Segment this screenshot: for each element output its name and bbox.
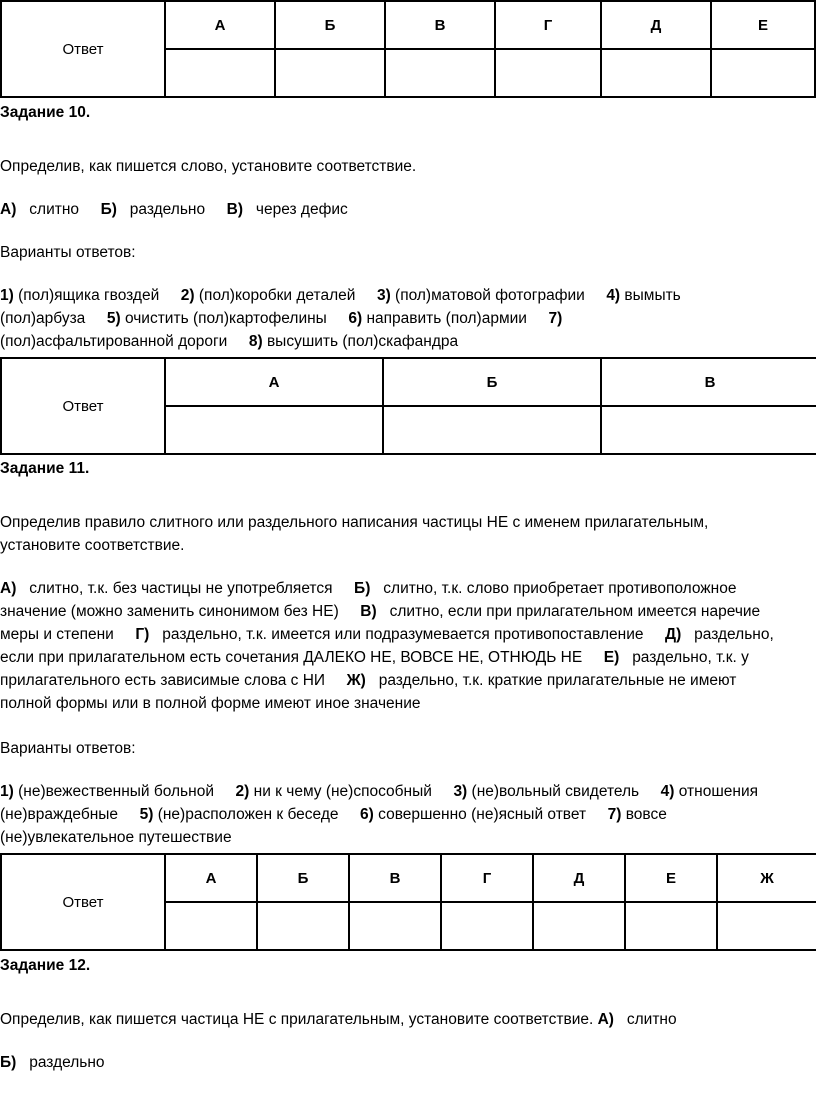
answer-input-cell[interactable] [711,49,815,97]
option-text: через дефис [255,201,348,218]
option-key: В) [226,201,243,218]
option-text: раздельно [129,201,206,218]
task-11-rule-line [0,669,736,692]
variant-text: (пол)арбуза [0,310,86,327]
variant-text: направить (пол)армии [362,310,527,327]
table-header-cell: В [601,358,816,406]
answer-input-cell[interactable] [533,902,625,950]
option-key: А) [0,201,17,218]
rule-text: прилагательного есть зависимые слова с НИ [0,672,326,689]
task-10-options [0,198,348,221]
table-header-cell: Б [383,358,601,406]
task-11-rule-line [0,577,736,600]
task-10-variants-line [0,284,681,307]
task-12-instruction-line [0,1008,677,1031]
table-header-cell: Ж [717,854,816,902]
variant-number: 4) [606,287,621,304]
variant-number: 2) [235,783,250,800]
answer-input-cell[interactable] [165,902,257,950]
answer-input-cell[interactable] [717,902,816,950]
rule-text: значение (можно заменить синонимом без НЕ) [0,603,339,620]
table-header-cell: Г [495,1,601,49]
rule-key: А) [0,580,17,597]
variant-number: 6) [348,310,363,327]
rule-text: если при прилагательном есть сочетания ДАЛЕКО НЕ, ВОВСЕ НЕ, ОТНЮДЬ НЕ [0,649,583,666]
option-key: А) [597,1011,614,1028]
rule-text: слитно, если при прилагательном имеется наречие [389,603,761,620]
rule-text: слитно, т.к. без частицы не употребляется [29,580,333,597]
answer-input-cell[interactable] [257,902,349,950]
task-10-variants-line [0,330,458,353]
table-header-cell: Д [601,1,711,49]
task-11-variants-line [0,803,667,826]
answer-input-cell[interactable] [165,49,275,97]
variant-text: (не)расположен к беседе [153,806,339,823]
task-11-rule-line [0,692,420,715]
rule-key: Ж) [346,672,366,689]
variant-text: вымыть [620,287,681,304]
answer-label: Ответ [1,358,165,454]
variant-text: отношения [674,783,759,800]
variant-text: вовсе [621,806,667,823]
variant-number: 1) [0,783,14,800]
variant-number: 1) [0,287,14,304]
rule-key: Б) [354,580,371,597]
answer-table-3 [0,853,816,951]
task-11-variants-label: Варианты ответов: [0,740,136,757]
table-header-cell: Е [711,1,815,49]
answer-table-2 [0,357,816,455]
variant-text: (пол)матовой фотографии [390,287,585,304]
option-text: раздельно [29,1054,105,1071]
variant-text: (пол)ящика гвоздей [13,287,160,304]
answer-input-cell[interactable] [385,49,495,97]
table-header-cell: Б [257,854,349,902]
rule-text: раздельно, т.к. имеется или подразумевается противопоставление [162,626,644,643]
rule-text: раздельно, т.к. у [632,649,749,666]
answer-input-cell[interactable] [495,49,601,97]
rule-key: В) [360,603,377,620]
table-header-cell: А [165,854,257,902]
variant-text: (не)враждебные [0,806,119,823]
task-11-rule-line [0,623,774,646]
table-header-cell: Б [275,1,385,49]
variant-text: совершенно (не)ясный ответ [373,806,587,823]
option-text: слитно [29,201,80,218]
variant-text: (пол)коробки деталей [194,287,356,304]
variant-number: 3) [453,783,468,800]
option-key: Б) [0,1054,17,1071]
answer-input-cell[interactable] [383,406,601,454]
task-12-instruction: Определив, как пишется частица НЕ с прилагательным, установите соответствие. [0,1011,594,1028]
variant-text: высушить (пол)скафандра [262,333,459,350]
variant-number: 7) [548,310,563,327]
table-header-cell: В [349,854,441,902]
rule-text: раздельно, [694,626,774,643]
answer-label: Ответ [1,1,165,97]
answer-input-cell[interactable] [601,49,711,97]
table-header-cell: Е [625,854,717,902]
task-11-instruction: Определив правило слитного или раздельного написания частицы НЕ с именем прилагательным, [0,514,709,531]
variant-number: 8) [248,333,263,350]
variant-text: (не)вежественный больной [13,783,214,800]
variant-text: ни к чему (не)способный [249,783,432,800]
rule-text: раздельно, т.к. краткие прилагательные не имеют [378,672,737,689]
variant-number: 3) [376,287,391,304]
answer-input-cell[interactable] [165,406,383,454]
task-10-title: Задание 10. [0,104,91,121]
variant-text: очистить (пол)картофелины [120,310,327,327]
variant-number: 2) [180,287,195,304]
task-11-title: Задание 11. [0,460,90,477]
variant-number: 7) [607,806,622,823]
answer-input-cell[interactable] [275,49,385,97]
task-10-variants-label: Варианты ответов: [0,244,136,261]
task-10-instruction: Определив, как пишется слово, установите соответствие. [0,158,417,175]
answer-input-cell[interactable] [441,902,533,950]
answer-table-1 [0,0,816,98]
rule-key: Д) [665,626,682,643]
rule-key: Е) [603,649,620,666]
rule-text: слитно, т.к. слово приобретает противоположное [383,580,737,597]
table-header-cell: В [385,1,495,49]
table-header-cell: А [165,1,275,49]
task-11-variants-line [0,780,758,803]
variant-number: 5) [139,806,154,823]
variant-number: 4) [660,783,675,800]
variant-text: (пол)асфальтированной дороги [0,333,228,350]
variant-number: 5) [106,310,121,327]
variant-text: (не)вольный свидетель [467,783,640,800]
rule-text: меры и степени [0,626,114,643]
rule-key: Г) [135,626,150,643]
task-11-rule-line [0,600,760,623]
task-11-variants-line [0,826,232,849]
task-10-variants-line [0,307,562,330]
table-header-cell: Д [533,854,625,902]
task-12-title: Задание 12. [0,957,91,974]
task-11-rule-line [0,646,749,669]
task-11-instruction: установите соответствие. [0,537,185,554]
answer-label: Ответ [1,854,165,950]
option-text: слитно [626,1011,677,1028]
task-12-option-b [0,1051,105,1074]
rule-text: полной формы или в полной форме имеют иное значение [0,695,421,712]
answer-input-cell[interactable] [625,902,717,950]
table-header-cell: А [165,358,383,406]
variant-text: (не)увлекательное путешествие [0,829,232,846]
variant-number: 6) [360,806,374,823]
answer-input-cell[interactable] [601,406,816,454]
table-header-cell: Г [441,854,533,902]
option-key: Б) [100,201,117,218]
answer-input-cell[interactable] [349,902,441,950]
